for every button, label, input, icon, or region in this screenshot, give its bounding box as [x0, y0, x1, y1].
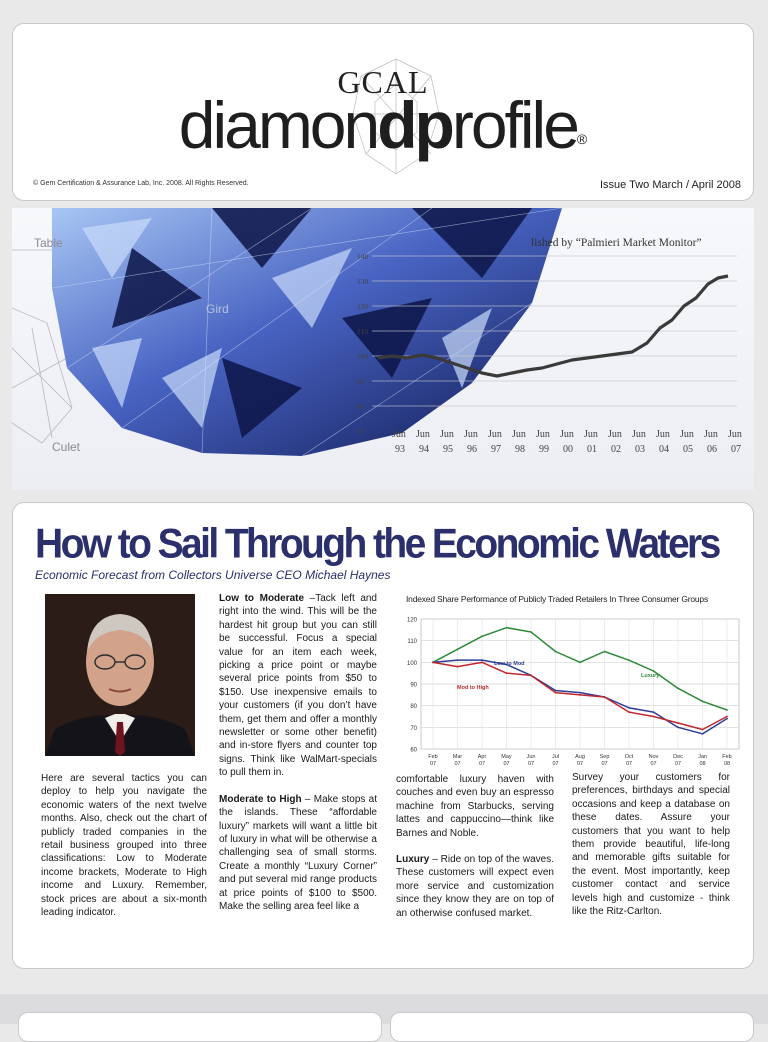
- hero-x-month: Jun: [704, 429, 718, 440]
- chart-x-year: 07: [625, 761, 633, 767]
- survey-paragraph: Survey your customers for preferences, birthdays and special occasions and keep a database on these dates. Assure your customers that you want to help them provide beautiful, life-long and memorable gifts suitable for the event. Most importantly, keep customer contact and service levels high and customize - think like the Ritz-Carlton.: [572, 772, 730, 918]
- chart-point: [457, 648, 459, 650]
- chart-x-month: Apr: [477, 754, 487, 760]
- chart-point: [481, 661, 483, 663]
- fourth-column: [572, 771, 730, 931]
- chart-point: [506, 672, 508, 674]
- intro-column: [41, 772, 207, 932]
- chart-x-month: Oct: [624, 754, 634, 760]
- hero-x-month: Jun: [680, 429, 694, 440]
- hero-x-month: Jun: [392, 429, 406, 440]
- culet-label: Culet: [52, 440, 81, 454]
- next-card-right: [390, 1012, 754, 1042]
- hero-x-year: 93: [395, 444, 405, 455]
- low-moderate-text: –Tack left and right into the wind. This will be the hardest hit group but you can still be successful. Focus a special value for an item each week, picking a price point or maybe several price points from $50 to $150. Use inexpensive emails to your customers (if you don’t have them, get them and offer a monthly newsletter or some other benefit) and in-store flyers and counter top signs. Think like WalMart-specials to pull them in.: [219, 593, 377, 779]
- chart-point: [555, 692, 557, 694]
- chart-x-year: 07: [601, 761, 608, 767]
- chart-point: [653, 711, 655, 713]
- girdle-label: Gird: [206, 302, 229, 316]
- moderate-high-heading: Moderate to High: [219, 793, 302, 805]
- chart-point: [628, 659, 630, 661]
- chart-point: [530, 631, 532, 633]
- chart-x-year: 07: [527, 761, 535, 767]
- chart-point: [702, 733, 704, 735]
- chart-x-month: Dec: [673, 754, 683, 760]
- hero-banner: [12, 208, 754, 490]
- registered-mark: ®: [576, 131, 588, 147]
- chart-series-label: Luxury: [641, 673, 660, 679]
- chart-x-year: 07: [650, 761, 657, 767]
- hero-y-tick: 70: [357, 427, 365, 436]
- chart-y-tick: 80: [410, 704, 417, 711]
- chart-point: [628, 707, 630, 709]
- chart-point: [677, 687, 679, 689]
- low-moderate-heading: Low to Moderate: [219, 593, 305, 604]
- hero-y-tick: 110: [357, 327, 368, 336]
- chart-point: [506, 627, 508, 629]
- hero-y-tick: 140: [357, 252, 369, 261]
- middle-column: [219, 592, 377, 926]
- chart-y-tick: 110: [407, 639, 417, 646]
- hero-y-tick: 90: [357, 377, 365, 386]
- title-part-bold: dp: [377, 88, 452, 162]
- chart-x-year: 07: [429, 761, 437, 767]
- luxury-paragraph: [396, 853, 554, 920]
- hero-x-year: 02: [611, 444, 621, 455]
- hero-x-month: Jun: [440, 429, 454, 440]
- chart-point: [677, 722, 679, 724]
- low-moderate-paragraph: [219, 592, 377, 780]
- chart-point: [726, 718, 728, 720]
- intro-paragraph: Here are several tactics you can deploy to help you navigate the economic waters of the next twelve months. Also, check out the chart of publicly traded companies in the retail business grouped into three classifications: Low to Moderate income brackets, Moderate to High income and Luxury. Remember, stock prices are about a six-month leading indicator.: [41, 773, 207, 919]
- chart-point: [677, 726, 679, 728]
- hero-x-year: 04: [659, 444, 669, 455]
- copyright-notice: © Gem Certification & Assurance Lab, Inc. 2008. All Rights Reserved.: [33, 180, 249, 187]
- chart-title: Indexed Share Performance of Publicly Traded Retailers In Three Consumer Groups: [406, 594, 709, 604]
- chart-point: [702, 700, 704, 702]
- brand-logo: GCAL: [337, 64, 429, 100]
- chart-point: [726, 709, 728, 711]
- issue-date: Issue Two March / April 2008: [599, 179, 741, 191]
- moderate-high-text: – Make stops at the islands. These “affordable luxury” markets will want a little bit of luxury in what will be otherwise a challenging sea of small storms. Create a monthly “Luxury Corner” and put several mid range products at price points of $100 to $500. Make the selling area feel like a: [219, 793, 377, 912]
- chart-x-month: Feb: [428, 754, 438, 760]
- chart-x-year: 07: [454, 761, 461, 767]
- hero-y-tick: 80: [357, 402, 365, 411]
- hero-x-month: Jun: [728, 429, 742, 440]
- chart-x-year: 07: [552, 761, 559, 767]
- article-subhead: Economic Forecast from Collectors Universe CEO Michael Haynes: [35, 568, 391, 582]
- chart-point: [555, 690, 557, 692]
- hero-x-month: Jun: [536, 429, 550, 440]
- chart-x-month: May: [501, 754, 512, 760]
- chart-x-month: Aug: [575, 754, 585, 760]
- hero-x-year: 99: [539, 444, 549, 455]
- hero-y-tick: 120: [357, 302, 369, 311]
- title-part-2: rofile: [451, 88, 577, 162]
- chart-point: [481, 635, 483, 637]
- hero-x-year: 06: [707, 444, 717, 455]
- chart-x-month: Jun: [526, 754, 536, 760]
- chart-x-month: Nov: [648, 754, 659, 760]
- hero-x-year: 94: [419, 444, 429, 455]
- chart-x-year: 07: [478, 761, 486, 767]
- chart-x-month: Sep: [599, 754, 610, 760]
- chart-point: [481, 659, 483, 661]
- hero-x-year: 00: [563, 444, 573, 455]
- chart-x-year: 07: [674, 761, 682, 767]
- chart-x-month: Mar: [452, 754, 463, 760]
- hero-x-month: Jun: [632, 429, 646, 440]
- hero-x-year: 01: [587, 444, 597, 455]
- chart-point: [579, 661, 581, 663]
- chart-x-year: 08: [723, 761, 731, 767]
- chart-point: [579, 694, 581, 696]
- hero-x-month: Jun: [560, 429, 574, 440]
- chart-x-year: 07: [503, 761, 510, 767]
- hero-x-month: Jun: [488, 429, 502, 440]
- table-label: Table: [34, 236, 63, 250]
- retailer-performance-chart: [391, 609, 741, 769]
- chart-y-tick: 120: [406, 617, 417, 624]
- chart-y-tick: 90: [410, 682, 417, 689]
- ceo-portrait: [45, 594, 195, 756]
- luxury-text: – Ride on top of the waves. These customers will expect even more service and customization since they know they are on top of an otherwise confused market.: [396, 854, 554, 919]
- hero-x-year: 96: [467, 444, 477, 455]
- title-part-1: diamon: [178, 88, 378, 162]
- hero-x-year: 07: [731, 444, 741, 455]
- chart-point: [530, 674, 532, 676]
- chart-x-year: 07: [576, 761, 584, 767]
- hero-x-year: 95: [443, 444, 453, 455]
- chart-caption: lished by “Palmieri Market Monitor”: [531, 237, 702, 249]
- hero-x-year: 05: [683, 444, 693, 455]
- hero-x-month: Jun: [512, 429, 526, 440]
- hero-x-month: Jun: [416, 429, 430, 440]
- article-headline: How to Sail Through the Economic Waters: [35, 521, 719, 568]
- masthead: [12, 23, 754, 201]
- chart-x-year: 08: [699, 761, 706, 767]
- hero-x-year: 97: [491, 444, 501, 455]
- chart-point: [457, 666, 459, 668]
- chart-y-tick: 100: [406, 660, 417, 667]
- hero-x-month: Jun: [584, 429, 598, 440]
- chart-x-month: Jan: [698, 754, 707, 760]
- moderate-high-paragraph: [219, 793, 377, 914]
- chart-x-month: Jul: [551, 754, 560, 760]
- diamond-icon: [52, 208, 562, 456]
- chart-point: [604, 696, 606, 698]
- chart-x-month: Feb: [722, 754, 732, 760]
- chart-series-label: Low to Mod: [494, 661, 525, 667]
- chart-point: [432, 661, 434, 663]
- hero-x-month: Jun: [464, 429, 478, 440]
- article-card: [12, 502, 754, 969]
- chart-point: [457, 659, 459, 661]
- publication-title: [13, 88, 753, 162]
- chart-point: [579, 692, 581, 694]
- third-column: [396, 773, 554, 933]
- hero-x-month: Jun: [608, 429, 622, 440]
- next-card-left: [18, 1012, 382, 1042]
- hero-x-year: 03: [635, 444, 645, 455]
- chart-y-tick: 70: [410, 725, 417, 732]
- chart-point: [702, 729, 704, 731]
- chart-series-label: Mod to High: [457, 685, 489, 691]
- luxury-heading: Luxury: [396, 854, 430, 866]
- chart-point: [726, 716, 728, 718]
- chart-point: [653, 716, 655, 718]
- hero-y-tick: 100: [357, 352, 369, 361]
- moderate-high-continued: comfortable luxury haven with couches and even buy an espresso machine from Starbucks, serving lattes and cappuccino—think like Barnes and Noble.: [396, 774, 554, 839]
- chart-point: [555, 651, 557, 653]
- hero-illustration: [12, 208, 754, 490]
- chart-y-tick: 60: [410, 747, 417, 754]
- chart-point: [628, 711, 630, 713]
- hero-y-tick: 130: [357, 277, 369, 286]
- hero-x-year: 98: [515, 444, 525, 455]
- chart-point: [653, 670, 655, 672]
- hero-x-month: Jun: [656, 429, 670, 440]
- chart-point: [604, 651, 606, 653]
